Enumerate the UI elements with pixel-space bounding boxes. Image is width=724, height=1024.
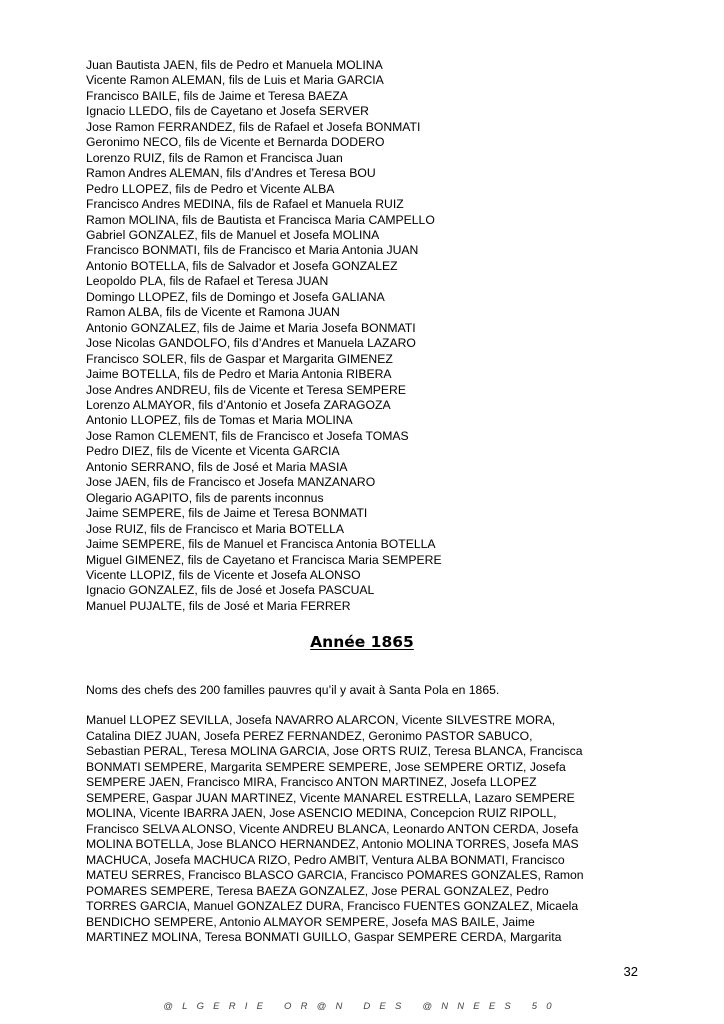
- list-item: Leopoldo PLA, fils de Rafael et Teresa JUAN: [86, 274, 329, 289]
- list-item: Vicente LLOPIZ, fils de Vicente et Josefa ALONSO: [86, 567, 361, 582]
- paragraph-line: BONMATI SEMPERE, Margarita SEMPERE SEMPERE, Jose SEMPERE ORTIZ, Josefa: [86, 759, 566, 774]
- paragraph-line: TORRES GARCIA, Manuel GONZALEZ DURA, Francisco FUENTES GONZALEZ, Micaela: [86, 899, 579, 913]
- list-item: Antonio BOTELLA, fils de Salvador et Josefa GONZALEZ: [86, 258, 398, 273]
- list-item: Jose Ramon CLEMENT, fils de Francisco et Josefa TOMAS: [86, 428, 409, 443]
- list-item: Gabriel GONZALEZ, fils de Manuel et Josefa MOLINA: [86, 227, 380, 242]
- paragraph-line: BENDICHO SEMPERE, Antonio ALMAYOR SEMPERE, Josefa MAS BAILE, Jaime: [86, 914, 535, 929]
- list-item: Francisco Andres MEDINA, fils de Rafael et Manuela RUIZ: [86, 197, 404, 212]
- list-item: Jose Andres ANDREU, fils de Vicente et Teresa SEMPERE: [86, 382, 406, 397]
- intro-paragraph: Noms des chefs des 200 familles pauvres qu’il y avait à Santa Pola en 1865.: [86, 683, 500, 697]
- list-item: Jose Nicolas GANDOLFO, fils d’Andres et Manuela LAZARO: [86, 336, 416, 351]
- list-item: Lorenzo RUIZ, fils de Ramon et Francisca Juan: [86, 150, 343, 165]
- paragraph-line: MATEU SERRES, Francisco BLASCO GARCIA, Francisco POMARES GONZALES, Ramon: [86, 868, 584, 882]
- baptism-entry-list: [86, 58, 442, 614]
- list-item: Jaime BOTELLA, fils de Pedro et Maria Antonia RIBERA: [86, 367, 392, 382]
- list-item: Geronimo NECO, fils de Vicente et Bernarda DODERO: [86, 135, 385, 150]
- list-item: Domingo LLOPEZ, fils de Domingo et Josefa GALIANA: [86, 289, 385, 304]
- list-item: Pedro DIEZ, fils de Vicente et Vicenta GARCIA: [86, 444, 340, 459]
- paragraph-line: MACHUCA, Josefa MACHUCA RIZO, Pedro AMBIT, Ventura ALBA BONMATI, Francisco: [86, 852, 565, 867]
- paragraph-line: Catalina DIEZ JUAN, Josefa PEREZ FERNANDEZ, Geronimo PASTOR SABUCO,: [86, 728, 533, 743]
- paragraph-line: POMARES SEMPERE, Teresa BAEZA GONZALEZ, Jose PERAL GONZALEZ, Pedro: [86, 883, 549, 898]
- year-heading: [0, 632, 724, 652]
- list-item: Vicente Ramon ALEMAN, fils de Luis et Maria GARCIA: [86, 73, 384, 88]
- paragraph-line: Manuel LLOPEZ SEVILLA, Josefa NAVARRO ALARCON, Vicente SILVESTRE MORA,: [86, 713, 556, 727]
- list-item: Miguel GIMENEZ, fils de Cayetano et Francisca Maria SEMPERE: [86, 552, 442, 567]
- list-item: Ramon MOLINA, fils de Bautista et Francisca Maria CAMPELLO: [86, 212, 435, 227]
- paragraph-line: Sebastian PERAL, Teresa MOLINA GARCIA, Jose ORTS RUIZ, Teresa BLANCA, Francisca: [86, 744, 583, 758]
- list-item: Jose RUIZ, fils de Francisco et Maria BOTELLA: [86, 521, 345, 536]
- list-item: Antonio GONZALEZ, fils de Jaime et Maria Josefa BONMATI: [86, 320, 416, 335]
- paragraph-line: SEMPERE JAEN, Francisco MIRA, Francisco ANTON MARTINEZ, Josefa LLOPEZ: [86, 775, 537, 789]
- list-item: Ramon Andres ALEMAN, fils d’Andres et Teresa BOU: [86, 166, 376, 181]
- list-item: Pedro LLOPEZ, fils de Pedro et Vicente ALBA: [86, 181, 335, 196]
- paragraph-line: Francisco SELVA ALONSO, Vicente ANDREU BLANCA, Leonardo ANTON CERDA, Josefa: [86, 821, 579, 836]
- list-item: Lorenzo ALMAYOR, fils d’Antonio et Josefa ZARAGOZA: [86, 397, 391, 412]
- list-item: Antonio SERRANO, fils de José et Maria MASIA: [86, 459, 348, 474]
- paragraph-line: MOLINA BOTELLA, Jose BLANCO HERNANDEZ, Antonio MOLINA TORRES, Josefa MAS: [86, 837, 579, 851]
- list-item: Ignacio LLEDO, fils de Cayetano et Josefa SERVER: [86, 104, 369, 119]
- list-item: Jose Ramon FERRANDEZ, fils de Rafael et Josefa BONMATI: [86, 119, 421, 134]
- family-heads-paragraph: [86, 713, 636, 946]
- list-item: Juan Bautista JAEN, fils de Pedro et Manuela MOLINA: [86, 58, 383, 72]
- list-item: Antonio LLOPEZ, fils de Tomas et Maria MOLINA: [86, 413, 353, 428]
- list-item: Olegario AGAPITO, fils de parents inconnus: [86, 490, 324, 505]
- list-item: Francisco BONMATI, fils de Francisco et Maria Antonia JUAN: [86, 243, 419, 258]
- paragraph-line: SEMPERE, Gaspar JUAN MARTINEZ, Vicente MANAREL ESTRELLA, Lazaro SEMPERE: [86, 790, 575, 805]
- list-item: Ignacio GONZALEZ, fils de José et Josefa PASCUAL: [86, 583, 375, 598]
- list-item: Ramon ALBA, fils de Vicente et Ramona JUAN: [86, 305, 340, 320]
- paragraph-line: MOLINA, Vicente IBARRA JAEN, Jose ASENCIO MEDINA, Concepcion RUIZ RIPOLL,: [86, 806, 557, 820]
- list-item: Jaime SEMPERE, fils de Jaime et Teresa BONMATI: [86, 506, 368, 521]
- list-item: Jaime SEMPERE, fils de Manuel et Francisca Antonia BOTELLA: [86, 537, 436, 552]
- paragraph-line: MARTINEZ MOLINA, Teresa BONMATI GUILLO, Gaspar SEMPERE CERDA, Margarita: [86, 930, 562, 944]
- list-item: Manuel PUJALTE, fils de José et Maria FERRER: [86, 598, 351, 613]
- list-item: Francisco SOLER, fils de Gaspar et Margarita GIMENEZ: [86, 351, 393, 366]
- year-heading-text: Année 1865: [310, 633, 414, 651]
- list-item: Francisco BAILE, fils de Jaime et Teresa BAEZA: [86, 88, 348, 103]
- page-footer: @LGERIE OR@N DES @NNEES 50: [163, 1001, 561, 1012]
- page-number: 32: [623, 964, 638, 979]
- list-item: Jose JAEN, fils de Francisco et Josefa MANZANARO: [86, 475, 376, 490]
